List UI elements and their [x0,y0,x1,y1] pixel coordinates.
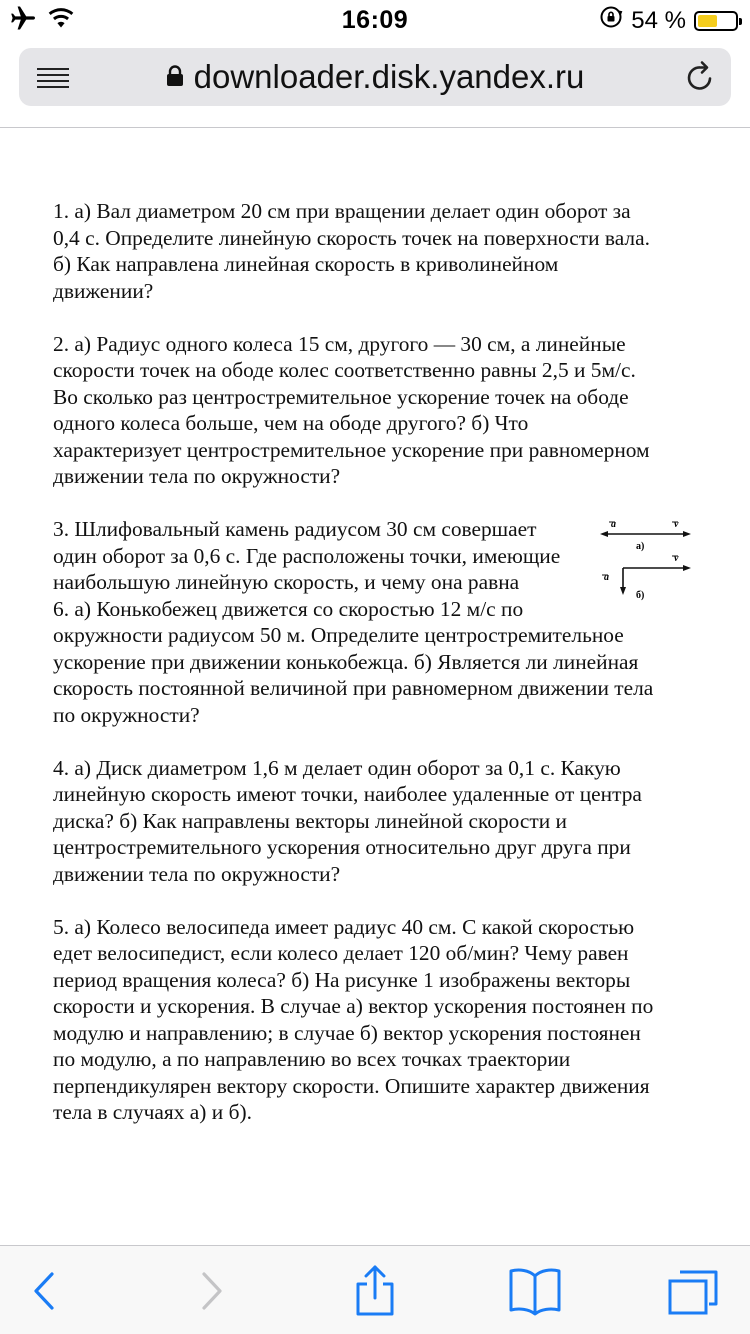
battery-fill [698,15,717,27]
battery-nub [739,18,742,25]
address-center[interactable] [19,58,731,96]
figure-b-arrow-down [620,587,626,595]
figure-b-vec-v: v [674,553,679,564]
figure-a-vec-a: a [611,519,616,530]
back-button[interactable] [14,1264,74,1318]
document-page [53,198,703,1152]
figure-label-a: а) [636,541,645,552]
status-time: 16:09 [341,6,409,34]
question-3: 3. Шлифовальный камень радиусом 30 см совершает один оборот за 0,6 с. Где расположены точки, имеющие наибольшую линейную скорость, и чему она равна 6. а) Конькобежец движется со скоростью 12 м/с по окружности радиусом 50 м. Определите центростремительное ускорение при движении конькобежца. б) Является ли линейная скорость постоянной величиной при равномерном движении тела по окружности? [53,517,654,727]
battery-percent: 54 % [631,6,686,34]
share-button[interactable] [345,1264,405,1318]
url-text[interactable]: downloader.disk.yandex.ru [193,58,585,95]
reload-icon[interactable] [685,60,715,97]
figure-a-vec-v: v [674,519,679,530]
bookmarks-button[interactable] [505,1264,565,1318]
orientation-lock-icon [599,5,623,36]
address-bar[interactable] [19,48,731,106]
forward-icon [182,1264,242,1318]
figure-label-b: б) [636,590,645,601]
figure-a-arrow-right [683,531,691,537]
lock-icon [166,57,184,95]
question-4: 4. а) Диск диаметром 1,6 м делает один оборот за 0,1 с. Какую линейную скорость имеют точки, наиболее удаленные от центра диска? б) Как направлены векторы линейной скорости и центростремительного ускорения относительно друг друга при движении тела по окружности? [53,755,642,886]
top-divider [0,127,750,128]
status-bar [0,0,750,40]
back-icon [14,1264,74,1318]
tabs-icon [662,1264,722,1318]
status-right [599,5,738,36]
question-3-block [53,516,703,728]
bottom-toolbar [0,1245,750,1334]
question-1: 1. а) Вал диаметром 20 см при вращении делает один оборот за 0,4 с. Определите линейную скорость точек на поверхности вала. б) Как направлена линейная скорость в криволинейном движении? [53,199,650,303]
figure-a-arrow-left [600,531,608,537]
tabs-button[interactable] [662,1264,722,1318]
question-5: 5. а) Колесо велосипеда имеет радиус 40 см. С какой скоростью едет велосипедист, если колесо делает 120 об/мин? Чему равен период вращения колеса? б) На рисунке 1 изображены векторы скорости и ускорения. В случае а) вектор ускорения постоянен по модулю и направлению; в случае б) вектор ускорения постоянен по модулю, а по направлению во всех точках траектории перпендикулярен вектору скорости. Опишите характер движения тела в случаях а) и б). [53,914,654,1124]
share-icon [345,1264,405,1318]
figure-b-arrow-right [683,565,691,571]
forward-button[interactable] [182,1264,242,1318]
vector-figure [598,514,696,614]
battery-icon [694,11,738,31]
question-2: 2. а) Радиус одного колеса 15 см, другого — 30 см, а линейные скорости точек на ободе колес соответственно равны 2,5 и 5м/с. Во сколько раз центростремительное ускорение точек на ободе одного колеса больше, чем на ободе другого? б) Что характеризует центростремительное ускорение при равномерном движении тела по окружности? [53,331,650,488]
bookmarks-icon [505,1264,565,1318]
figure-b-vec-a: a [604,572,609,583]
